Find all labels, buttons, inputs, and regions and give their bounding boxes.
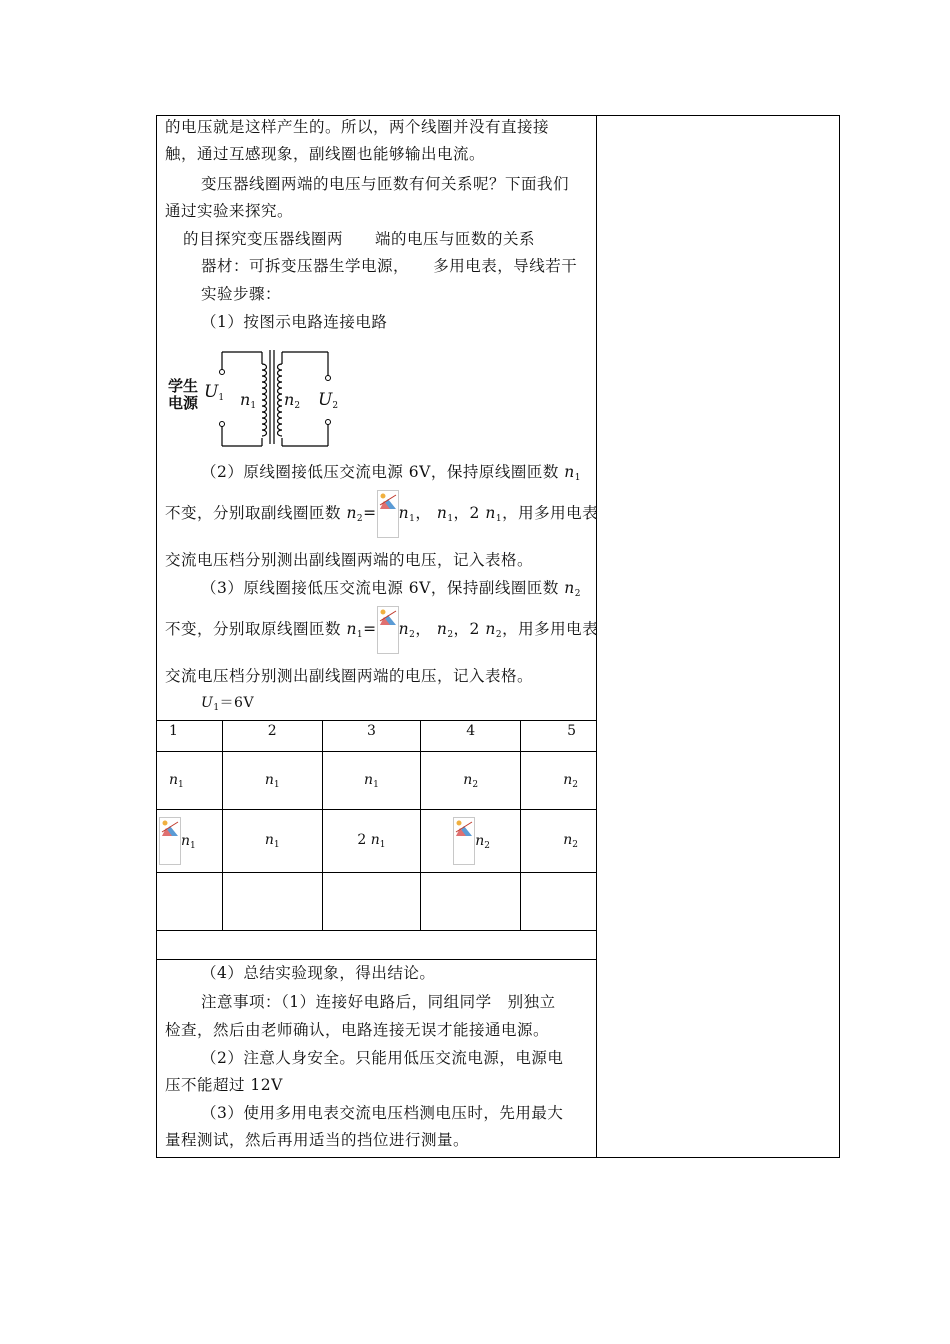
cell-var: n [463,771,473,788]
table-row [157,931,597,960]
u1-value-label [201,692,254,713]
table-cell [222,810,322,873]
cell-var: n [364,771,374,788]
step2-line-3: 交流电压档分别测出副线圈两端的电压，记入表格。 [165,551,534,569]
step2-sub-b: 1 [409,514,416,524]
cell-sub: 1 [373,779,379,790]
table-header-row [157,721,597,752]
note-1-line-2: 检查，然后由老师确认，电路连接无误才能接通电源。 [165,1021,550,1039]
broken-image-icon [377,490,399,538]
step2-var-2: n [346,504,357,522]
n2-label [284,390,300,411]
table-row [157,752,597,810]
cell-var: n [169,771,179,788]
step3-text-c: ， [415,620,432,638]
step3-sub-b: 2 [409,630,416,640]
table-cell-empty [421,873,521,931]
step2-line-2 [165,490,598,538]
step2-sub-1: 1 [574,473,581,483]
step2-var-f: n [485,504,496,522]
cell-prefix: 2 [357,832,371,848]
broken-image-icon [159,817,181,865]
cell-var: n [563,771,573,788]
cell-var: n [264,832,274,848]
table-cell [521,810,597,873]
cell-var: n [264,771,274,788]
table-cell-empty [157,931,597,960]
u1-value-symbol: U [201,695,214,711]
broken-image-icon [377,606,399,654]
u2-subscript: 2 [332,401,339,411]
table-header-cell: 1 [157,721,223,752]
table-cell [421,752,521,810]
step3-text-1: （3）原线圈接低压交流电源 6V，保持副线圈匝数 [201,579,565,597]
step3-text-g: ，用多用电表 [502,620,599,638]
step2-eq: = [363,504,377,522]
source-label-line-2: 电源 [168,394,199,412]
note-2-line-1: （2）注意人身安全。只能用低压交流电源，电源电 [201,1049,564,1067]
step2-line-1 [201,460,581,483]
cell-sub: 1 [273,840,280,850]
table-header-cell: 2 [222,721,322,752]
paragraph-6: 器材：可拆变压器生学电源， 多用电表，导线若干 [201,257,578,275]
step3-sub-d: 2 [447,630,454,640]
u1-symbol: U [204,382,219,402]
n2-subscript: 2 [294,401,301,411]
u2-label [318,390,338,411]
step2-text-g: ，用多用电表 [502,504,599,522]
cell-sub: 2 [572,779,578,790]
cell-sub: 2 [472,779,479,790]
cell-sub: 1 [273,779,280,790]
paragraph-1: 的电压就是这样产生的。所以，两个线圈并没有直接接 [165,118,550,136]
table-cell [521,752,597,810]
table-row [157,873,597,931]
cell-var: n [475,833,485,849]
table-cell [322,810,421,873]
step3-sub-2: 1 [356,630,364,640]
cell-var: n [181,833,191,849]
note-3-line-2: 量程测试，然后再用适当的挡位进行测量。 [165,1131,470,1149]
step2-var-d: n [436,504,448,522]
step2-text-2a: 不变，分别取副线圈匝数 [165,504,347,522]
table-cell-empty [322,873,421,931]
n1-subscript: 1 [250,401,257,411]
step2-sub-f: 1 [495,514,503,524]
table-header-cell: 4 [421,721,521,752]
note-3-line-1: （3）使用多用电表交流电压档测电压时，先用最大 [201,1104,564,1122]
table-cell [157,752,223,810]
cell-var: n [370,832,380,848]
step3-line-1 [201,576,581,599]
transformer-circuit-diagram [166,344,346,452]
u1-label [204,382,224,403]
step2-text-c: ， [415,504,432,522]
table-cell-empty [157,873,223,931]
source-label-line-1: 学生 [168,377,199,395]
paragraph-7: 实验步骤： [201,285,282,303]
table-cell [157,810,223,873]
cell-sub: 1 [190,841,196,851]
table-cell-empty [521,873,597,931]
table-header-cell: 3 [322,721,421,752]
step2-text-e: ，2 [453,504,486,522]
step3-eq: = [363,620,377,638]
step3-var-f: n [485,620,496,638]
table-cell-empty [222,873,322,931]
step3-line-3: 交流电压档分别测出副线圈两端的电压，记入表格。 [165,667,534,685]
cell-sub: 2 [572,840,578,850]
note-2-line-2: 压不能超过 12V [165,1076,283,1094]
step2-var-b: n [398,504,410,522]
table-cell [421,810,521,873]
step2-sub-d: 1 [447,514,454,524]
cell-sub: 1 [379,840,386,850]
table-header-cell: 5 [521,721,597,752]
n1-label [240,390,256,411]
step3-var-b: n [398,620,410,638]
paragraph-2: 触，通过互感现象，副线圈也能够输出电流。 [165,145,486,163]
step3-text-e: ，2 [453,620,486,638]
step2-sub-2: 2 [356,514,364,524]
u2-symbol: U [318,390,333,410]
u1-value-subscript: 1 [213,703,220,713]
u1-value-text: ＝6V [219,695,255,711]
measurement-table [156,720,597,960]
paragraph-8: （1）按图示电路连接电路 [201,313,388,331]
n1-symbol: n [240,390,251,409]
paragraph-3: 变压器线圈两端的电压与匝数有何关系呢？下面我们 [201,175,570,193]
step3-line-2 [165,606,598,654]
u1-subscript: 1 [218,393,225,403]
broken-image-icon [453,817,475,865]
step3-sub-1: 2 [574,589,581,599]
cell-var: n [563,832,573,848]
step3-var-d: n [436,620,448,638]
source-label [168,378,198,412]
table-cell [322,752,421,810]
paragraph-4: 通过实验来探究。 [165,202,294,220]
step3-text-2a: 不变，分别取原线圈匝数 [165,620,347,638]
cell-sub: 2 [484,841,491,851]
cell-sub: 1 [178,779,184,790]
table-cell [222,752,322,810]
note-1-line-1: 注意事项：（1）连接好电路后，同组同学 别独立 [201,993,556,1011]
table-row [157,810,597,873]
paragraph-5: 的目探究变压器线圈两 端的电压与匝数的关系 [183,230,536,248]
step2-text-1: （2）原线圈接低压交流电源 6V，保持原线圈匝数 [201,463,565,481]
step3-sub-f: 2 [495,630,503,640]
step4-line: （4）总结实验现象，得出结论。 [201,964,436,982]
step2-var-1: n [564,463,575,481]
n2-symbol: n [284,390,295,409]
step3-var-2: n [346,620,357,638]
step3-var-1: n [564,579,575,597]
